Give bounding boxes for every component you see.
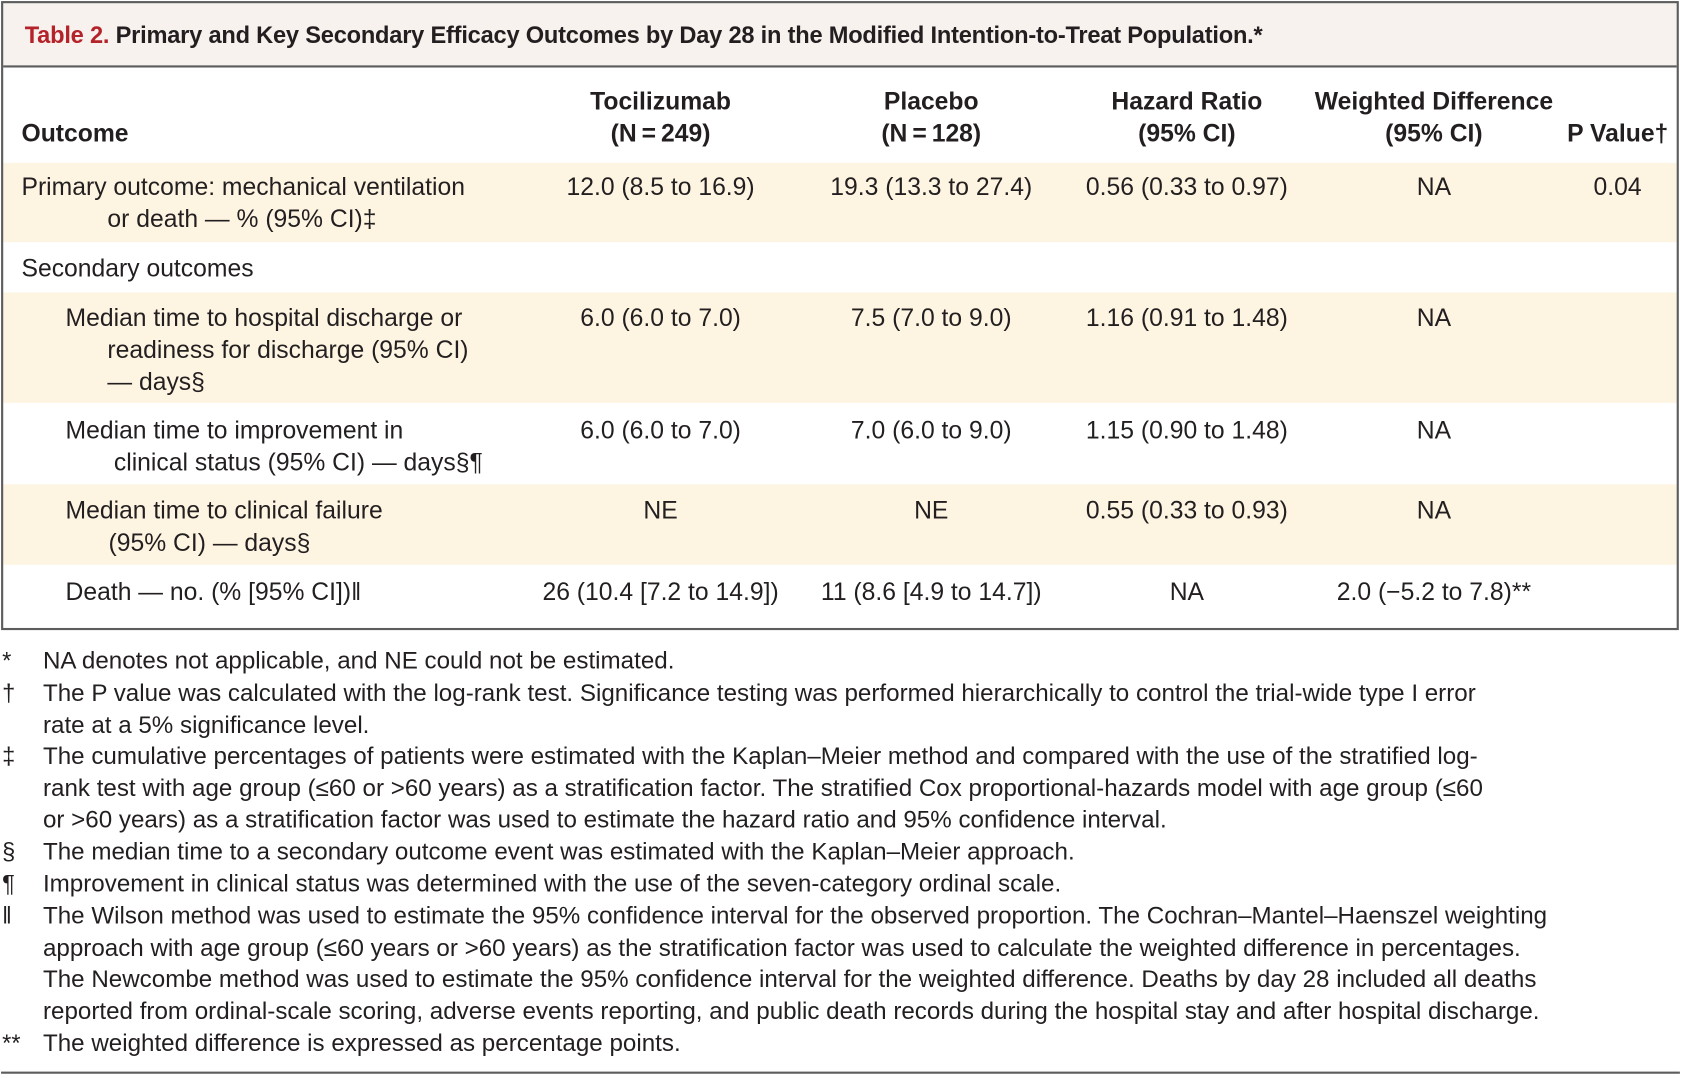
cell-discharge-tocilizumab: 6.0 (6.0 to 7.0) (580, 303, 741, 332)
footnote-line: The weighted difference is expressed as percentage points. (42, 1029, 681, 1057)
cell-death-placebo: 11 (8.6 [4.9 to 14.7]) (820, 577, 1042, 606)
footnote-line: or >60 years) as a stratification factor was used to estimate the hazard ratio and 95% confidence interval. (42, 806, 1167, 834)
cell-failure-placebo: NE (914, 496, 949, 525)
footnote-double-dagger (43, 740, 1681, 835)
footnote-asterisk (43, 645, 1681, 677)
cell-death-tocilizumab: 26 (10.4 [7.2 to 14.9]) (542, 577, 779, 606)
cell-death-hazard-ratio: NA (1169, 577, 1205, 606)
cell-primary-weighted-difference: NA (1416, 172, 1452, 201)
footnote-section (43, 836, 1681, 868)
footnote-line: NA denotes not applicable, and NE could not be estimated. (42, 647, 675, 675)
footnote-line: The median time to a secondary outcome event was estimated with the Kaplan–Meier approach. (42, 837, 1075, 865)
outcome-death: Death — no. (% [95% CI])‖ (65, 577, 362, 606)
footnote-mark-asterisk: * (2, 647, 12, 675)
outcome-discharge-cont: readiness for discharge (95% CI) (107, 335, 469, 364)
footnote-double-asterisk (43, 1028, 1681, 1060)
footnote-dagger (43, 677, 1681, 741)
header-hazard-ratio: Hazard Ratio (1111, 86, 1263, 115)
cell-improvement-placebo: 7.0 (6.0 to 9.0) (850, 415, 1012, 444)
footnote-mark-double-dagger: ‡ (2, 742, 16, 770)
cell-primary-p-value: 0.04 (1593, 172, 1642, 201)
outcome-discharge-cont2: — days§ (107, 367, 205, 396)
header-p-value: P Value† (1567, 118, 1669, 147)
footnote-line: approach with age group (≤60 years or >60 years) as the stratification factor was used to calculate the weighted difference in percentages. (42, 934, 1521, 961)
cell-failure-hazard-ratio: 0.55 (0.33 to 0.93) (1085, 496, 1288, 525)
cell-primary-hazard-ratio: 0.56 (0.33 to 0.97) (1085, 172, 1288, 201)
cell-primary-tocilizumab: 12.0 (8.5 to 16.9) (566, 172, 755, 201)
header-tocilizumab: Tocilizumab (590, 86, 732, 115)
footnote-line: The cumulative percentages of patients were estimated with the Kaplan–Meier method and compared with the use of the stratified log- (42, 742, 1478, 770)
header-placebo: Placebo (883, 86, 979, 115)
outcome-improvement: Median time to improvement in (65, 415, 404, 444)
outcome-primary: Primary outcome: mechanical ventilation (21, 172, 465, 201)
footnote-line: The P value was calculated with the log-rank test. Significance testing was performed hierarchically to control the trial-wide type I error (42, 679, 1476, 707)
header-hazard-ratio-ci: (95% CI) (1138, 118, 1236, 147)
footnote-line: The Wilson method was used to estimate the 95% confidence interval for the observed proportion. The Cochran–Mantel–Haenszel weighting (42, 902, 1548, 930)
header-outcome: Outcome (21, 118, 129, 147)
footnote-pilcrow (43, 868, 1681, 900)
outcome-clinical-failure: Median time to clinical failure (65, 496, 383, 525)
footnote-line: rank test with age group (≤60 or >60 years) as a stratification factor. The stratified Cox proportional-hazards model with age group (≤60 (42, 774, 1483, 802)
bottom-rule (1, 1072, 1680, 1074)
cell-failure-tocilizumab: NE (643, 496, 678, 525)
outcome-clinical-failure-cont: (95% CI) — days§ (108, 528, 311, 557)
footnote-mark-section: § (2, 837, 16, 865)
section-secondary-outcomes: Secondary outcomes (21, 253, 254, 282)
outcome-primary-cont: or death — % (95% CI)‡ (107, 204, 377, 233)
table-frame (1, 1, 1679, 630)
cell-failure-weighted-difference: NA (1416, 496, 1452, 525)
footnote-line: rate at a 5% significance level. (42, 711, 370, 739)
cell-improvement-weighted-difference: NA (1416, 415, 1452, 444)
cell-discharge-placebo: 7.5 (7.0 to 9.0) (850, 303, 1012, 332)
footnote-line: Improvement in clinical status was determined with the use of the seven-category ordinal scale. (42, 870, 1062, 897)
table-label: Table 2. (24, 21, 110, 49)
header-placebo-n: (N = 128) (881, 118, 982, 147)
footnote-line: reported from ordinal-scale scoring, adverse events reporting, and public death records during the hospital stay and after hospital discharge. (42, 997, 1540, 1025)
footnote-line: The Newcombe method was used to estimate the 95% confidence interval for the weighted difference. Deaths by day 28 included all deaths (42, 965, 1537, 993)
cell-improvement-tocilizumab: 6.0 (6.0 to 7.0) (580, 415, 741, 444)
table-title-text: Primary and Key Secondary Efficacy Outcomes by Day 28 in the Modified Intention-to-Treat Population.* (115, 21, 1263, 49)
cell-improvement-hazard-ratio: 1.15 (0.90 to 1.48) (1085, 415, 1288, 444)
cell-primary-placebo: 19.3 (13.3 to 27.4) (830, 172, 1033, 201)
outcome-improvement-cont: clinical status (95% CI) — days§¶ (113, 447, 483, 476)
footnote-mark-dagger: † (2, 679, 16, 707)
cell-discharge-hazard-ratio: 1.16 (0.91 to 1.48) (1085, 303, 1288, 332)
footnote-mark-double-asterisk: ** (2, 1029, 21, 1057)
footnote-mark-pilcrow: ¶ (2, 870, 15, 897)
cell-discharge-weighted-difference: NA (1416, 303, 1452, 332)
footnote-mark-double-bar: ‖ (2, 902, 12, 930)
header-weighted-difference: Weighted Difference (1314, 86, 1554, 115)
outcome-discharge: Median time to hospital discharge or (65, 303, 463, 332)
footnote-double-bar (43, 900, 1681, 1027)
cell-death-weighted-difference: 2.0 (−5.2 to 7.8)** (1336, 577, 1532, 606)
header-weighted-difference-ci: (95% CI) (1385, 118, 1483, 147)
header-tocilizumab-n: (N = 249) (610, 118, 711, 147)
